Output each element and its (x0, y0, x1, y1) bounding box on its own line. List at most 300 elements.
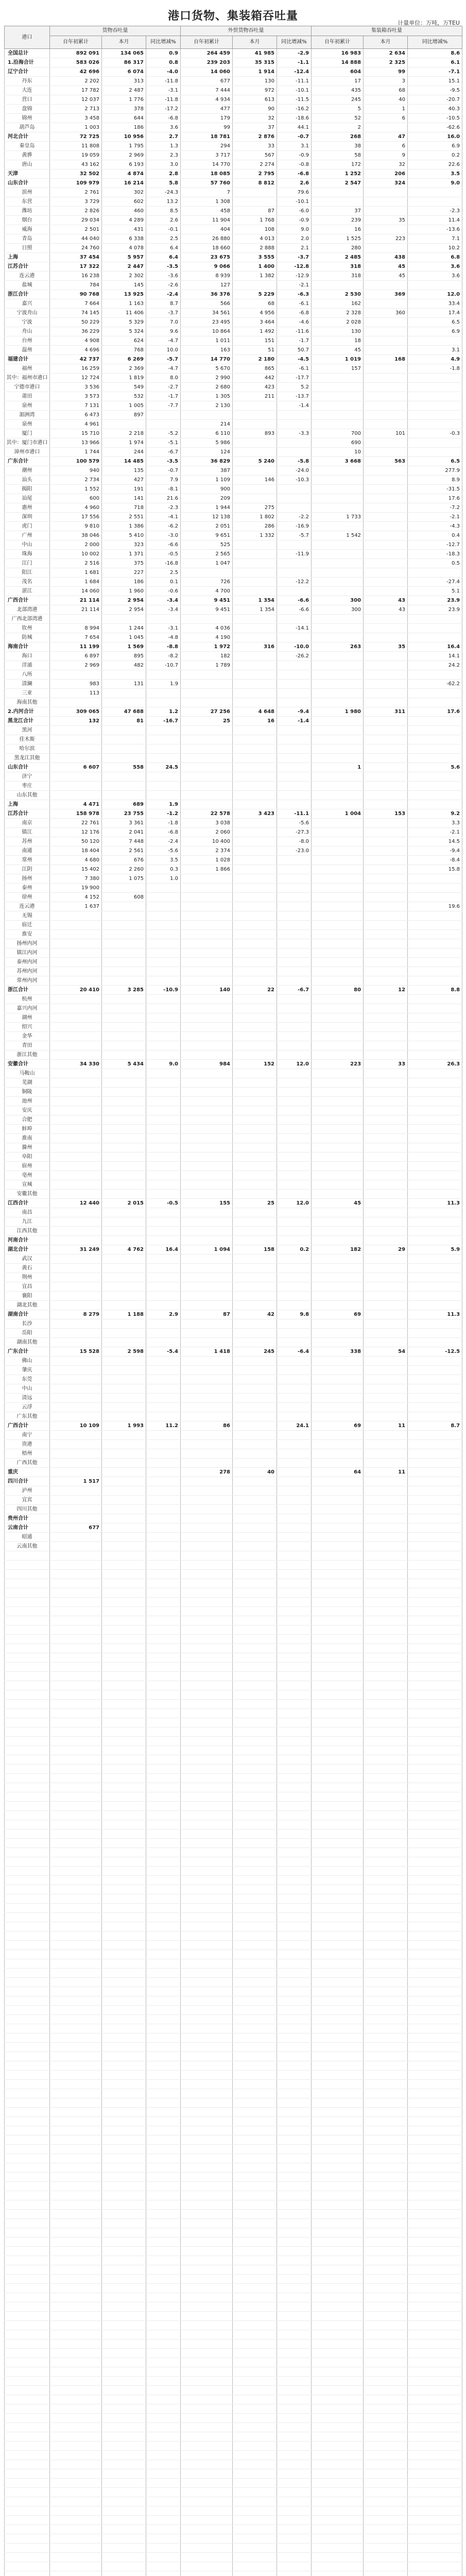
port-name-cell: 湛江 (5, 587, 50, 596)
empty-cell (5, 1765, 50, 1774)
empty-cell (50, 1718, 102, 1727)
empty-cell (312, 2052, 364, 2061)
empty-cell (364, 2219, 408, 2228)
value-cell: 9.0 (146, 1060, 181, 1069)
value-cell (233, 1514, 277, 1523)
value-cell (102, 1050, 146, 1060)
value-cell (312, 1505, 364, 1514)
empty-cell (277, 2321, 312, 2330)
empty-cell (277, 2210, 312, 2219)
value-cell (181, 1394, 233, 1403)
empty-cell (181, 2098, 233, 2108)
value-cell: 9.0 (277, 225, 312, 234)
empty-cell (102, 2534, 146, 2544)
value-cell (312, 1384, 364, 1394)
value-cell (146, 1292, 181, 1301)
empty-cell (277, 2469, 312, 2479)
value-cell: 2.8 (146, 170, 181, 179)
empty-row (5, 2516, 462, 2525)
empty-cell (312, 1996, 364, 2006)
value-cell (181, 1180, 233, 1190)
value-cell (146, 698, 181, 707)
empty-cell (5, 2386, 50, 2395)
value-cell: -0.7 (277, 132, 312, 142)
empty-cell (312, 1746, 364, 1755)
empty-cell (102, 1561, 146, 1570)
port-name-cell: 广东合计 (5, 1347, 50, 1357)
port-name-cell: 锦州 (5, 114, 50, 123)
empty-row (5, 1607, 462, 1616)
value-cell: 5.2 (277, 383, 312, 392)
value-cell (408, 1069, 462, 1078)
empty-cell (364, 2330, 408, 2340)
value-cell (233, 1403, 277, 1412)
value-cell (312, 1097, 364, 1106)
empty-cell (312, 2163, 364, 2173)
empty-cell (181, 2117, 233, 2126)
value-cell (146, 1050, 181, 1060)
empty-cell (277, 2228, 312, 2238)
value-cell: 8.6 (408, 49, 462, 58)
empty-cell (312, 1894, 364, 1904)
empty-cell (364, 1894, 408, 1904)
empty-row (5, 1839, 462, 1848)
value-cell: 18 660 (181, 244, 233, 253)
value-cell (50, 1440, 102, 1449)
value-cell: 1 004 (312, 809, 364, 819)
empty-cell (277, 1700, 312, 1709)
value-cell (364, 568, 408, 578)
port-name-cell: 防城 (5, 633, 50, 642)
empty-cell (277, 2534, 312, 2544)
value-cell (312, 1125, 364, 1134)
value-cell: -0.7 (146, 466, 181, 476)
empty-cell (408, 2544, 462, 2553)
empty-cell (233, 2525, 277, 2534)
empty-cell (233, 1996, 277, 2006)
value-cell (364, 846, 408, 856)
empty-cell (146, 2006, 181, 2015)
value-cell (233, 1523, 277, 1533)
empty-cell (408, 1598, 462, 1607)
empty-cell (146, 1653, 181, 1663)
value-cell: 1 047 (181, 559, 233, 568)
value-cell (408, 615, 462, 624)
value-cell (181, 1217, 233, 1227)
port-name-cell: 铜陵 (5, 1088, 50, 1097)
value-cell: 14 485 (102, 457, 146, 466)
value-cell (364, 911, 408, 921)
empty-cell (102, 2154, 146, 2163)
empty-cell (408, 1672, 462, 1681)
value-cell: -1.8 (146, 819, 181, 828)
empty-cell (312, 1607, 364, 1616)
value-cell: 1 028 (181, 856, 233, 865)
empty-cell (277, 2302, 312, 2312)
empty-cell (277, 1857, 312, 1867)
table-row (5, 401, 462, 411)
value-cell: 141 (102, 494, 146, 503)
value-cell (277, 791, 312, 800)
empty-cell (233, 1950, 277, 1959)
empty-cell (102, 2163, 146, 2173)
port-name-cell: 海南合计 (5, 642, 50, 652)
value-cell (277, 1134, 312, 1143)
table-row (5, 1301, 462, 1310)
value-cell (277, 1505, 312, 1514)
empty-cell (277, 1894, 312, 1904)
value-cell: -4.0 (146, 67, 181, 77)
value-cell (277, 735, 312, 744)
value-cell (146, 939, 181, 948)
value-cell: 9 451 (181, 605, 233, 615)
empty-cell (364, 2525, 408, 2534)
value-cell (364, 1255, 408, 1264)
empty-cell (102, 1876, 146, 1885)
value-cell: 1 (364, 105, 408, 114)
value-cell: 131 (102, 680, 146, 689)
value-cell (277, 1394, 312, 1403)
value-cell (146, 411, 181, 420)
value-cell: 8.0 (146, 374, 181, 383)
value-cell: -31.5 (408, 485, 462, 494)
empty-cell (277, 1616, 312, 1625)
empty-cell (277, 2265, 312, 2275)
table-row (5, 336, 462, 346)
empty-cell (364, 2414, 408, 2423)
value-cell (233, 411, 277, 420)
value-cell: 3 285 (102, 986, 146, 995)
value-cell (277, 689, 312, 698)
value-cell (233, 578, 277, 587)
empty-cell (364, 1718, 408, 1727)
value-cell: 11 199 (50, 642, 102, 652)
value-cell: 1 744 (50, 448, 102, 457)
empty-cell (277, 2414, 312, 2423)
empty-cell (50, 2247, 102, 2256)
value-cell (312, 735, 364, 744)
value-cell: 101 (364, 429, 408, 438)
value-cell (102, 967, 146, 976)
value-cell: -0.5 (146, 1199, 181, 1208)
value-cell: -6.8 (146, 828, 181, 837)
empty-cell (146, 2098, 181, 2108)
value-cell (277, 893, 312, 902)
empty-cell (408, 1783, 462, 1792)
empty-cell (181, 2043, 233, 2052)
value-cell (364, 476, 408, 485)
empty-cell (5, 2451, 50, 2460)
value-cell (181, 930, 233, 939)
empty-cell (233, 2469, 277, 2479)
empty-cell (408, 2404, 462, 2414)
value-cell: 86 (181, 1421, 233, 1431)
value-cell (408, 374, 462, 383)
value-cell: 3.6 (146, 123, 181, 132)
value-cell (181, 1319, 233, 1329)
value-cell: 45 (312, 1199, 364, 1208)
table-row-total (5, 1477, 462, 1486)
value-cell (408, 281, 462, 290)
value-cell (146, 884, 181, 893)
value-cell (408, 448, 462, 457)
empty-cell (5, 2145, 50, 2154)
empty-cell (408, 2349, 462, 2358)
empty-cell (50, 1607, 102, 1616)
empty-cell (181, 2006, 233, 2015)
value-cell (233, 1486, 277, 1496)
value-cell: 3 729 (50, 197, 102, 207)
value-cell (233, 1069, 277, 1078)
empty-cell (181, 2136, 233, 2145)
empty-cell (364, 2386, 408, 2395)
empty-cell (233, 1635, 277, 1644)
empty-cell (181, 2200, 233, 2210)
value-cell (181, 1162, 233, 1171)
value-cell: -14.1 (277, 624, 312, 633)
empty-cell (5, 2544, 50, 2553)
empty-cell (233, 2210, 277, 2219)
value-cell: 677 (50, 1523, 102, 1533)
value-cell (408, 1514, 462, 1523)
value-cell (50, 1190, 102, 1199)
value-cell (181, 689, 233, 698)
empty-cell (5, 1922, 50, 1931)
value-cell: -2.1 (408, 828, 462, 837)
value-cell (408, 1394, 462, 1403)
port-name-cell: 徐州 (5, 893, 50, 902)
value-cell: 135 (102, 466, 146, 476)
empty-cell (408, 2182, 462, 2191)
value-cell (277, 884, 312, 893)
empty-cell (102, 2145, 146, 2154)
table-row (5, 1292, 462, 1301)
table-row (5, 633, 462, 642)
value-cell: 427 (102, 476, 146, 485)
value-cell (102, 791, 146, 800)
value-cell: -4.5 (277, 355, 312, 364)
empty-cell (277, 1644, 312, 1653)
value-cell: 892 091 (50, 49, 102, 58)
value-cell: 10 002 (50, 550, 102, 559)
table-row (5, 1533, 462, 1542)
empty-cell (50, 2210, 102, 2219)
value-cell (102, 976, 146, 986)
value-cell (50, 1282, 102, 1292)
value-cell: 2.7 (146, 132, 181, 142)
value-cell: -16.7 (146, 717, 181, 726)
value-cell (233, 1542, 277, 1551)
empty-row (5, 2488, 462, 2497)
empty-cell (408, 2340, 462, 2349)
empty-cell (312, 1570, 364, 1579)
value-cell: 10.2 (408, 244, 462, 253)
value-cell: 24.5 (146, 763, 181, 772)
value-cell: 11 (364, 1421, 408, 1431)
empty-cell (146, 1625, 181, 1635)
value-cell (277, 1273, 312, 1282)
value-cell: 23.9 (408, 605, 462, 615)
empty-cell (233, 2191, 277, 2200)
value-cell (181, 967, 233, 976)
value-cell (408, 939, 462, 948)
value-cell: 124 (181, 448, 233, 457)
port-name-cell: 苏州内河 (5, 967, 50, 976)
empty-cell (408, 1857, 462, 1867)
table-body (5, 49, 462, 2576)
table-row (5, 1496, 462, 1505)
empty-cell (146, 2163, 181, 2173)
value-cell (233, 1190, 277, 1199)
table-row (5, 225, 462, 234)
value-cell (233, 856, 277, 865)
empty-cell (233, 1579, 277, 1588)
empty-cell (102, 2108, 146, 2117)
value-cell (277, 1143, 312, 1153)
value-cell: 8 994 (50, 624, 102, 633)
value-cell (364, 800, 408, 809)
value-cell: 2 888 (233, 244, 277, 253)
value-cell: 5 957 (102, 253, 146, 262)
empty-cell (233, 2340, 277, 2349)
value-cell (181, 1264, 233, 1273)
empty-cell (50, 1950, 102, 1959)
empty-cell (102, 2497, 146, 2506)
value-cell (277, 698, 312, 707)
empty-row (5, 2423, 462, 2432)
port-name-cell: 淮安 (5, 930, 50, 939)
empty-cell (364, 2442, 408, 2451)
value-cell (364, 448, 408, 457)
value-cell (364, 1180, 408, 1190)
empty-cell (364, 2238, 408, 2247)
empty-cell (408, 2293, 462, 2302)
table-row (5, 559, 462, 568)
empty-cell (50, 2228, 102, 2238)
value-cell (233, 1115, 277, 1125)
value-cell (277, 1431, 312, 1440)
value-cell (312, 1078, 364, 1088)
value-cell: 245 (312, 95, 364, 105)
empty-cell (364, 2516, 408, 2525)
value-cell: 3 536 (50, 383, 102, 392)
value-cell: 567 (233, 151, 277, 160)
port-name-cell: 嘉兴 (5, 299, 50, 309)
value-cell (364, 1013, 408, 1023)
value-cell (181, 1412, 233, 1421)
empty-cell (312, 1616, 364, 1625)
empty-cell (408, 1904, 462, 1913)
value-cell (102, 1273, 146, 1282)
value-cell: -4.1 (146, 513, 181, 522)
empty-cell (50, 1922, 102, 1931)
value-cell (312, 615, 364, 624)
empty-cell (233, 1969, 277, 1978)
value-cell (364, 1533, 408, 1542)
empty-cell (233, 2163, 277, 2173)
empty-cell (5, 2553, 50, 2562)
empty-cell (364, 1792, 408, 1802)
value-cell: 300 (312, 596, 364, 605)
value-cell: 182 (312, 1245, 364, 1255)
port-name-cell: 安徽其他 (5, 1190, 50, 1199)
value-cell (312, 1227, 364, 1236)
empty-cell (408, 2442, 462, 2451)
value-cell: 5.9 (408, 1245, 462, 1255)
table-row (5, 578, 462, 587)
value-cell (181, 1032, 233, 1041)
value-cell: -0.5 (146, 550, 181, 559)
empty-cell (408, 2219, 462, 2228)
table-row-total (5, 707, 462, 717)
value-cell (146, 958, 181, 967)
value-cell: 313 (102, 77, 146, 86)
value-cell (364, 1190, 408, 1199)
empty-cell (233, 1867, 277, 1876)
empty-row (5, 1746, 462, 1755)
value-cell (102, 948, 146, 958)
empty-cell (277, 2219, 312, 2228)
empty-cell (146, 1829, 181, 1839)
value-cell (312, 633, 364, 642)
value-cell: 27 256 (181, 707, 233, 717)
value-cell (233, 485, 277, 494)
empty-cell (408, 1765, 462, 1774)
empty-cell (5, 2404, 50, 2414)
empty-cell (5, 2182, 50, 2191)
value-cell: 19 059 (50, 151, 102, 160)
empty-row (5, 2386, 462, 2395)
empty-cell (181, 2071, 233, 2080)
empty-cell (277, 2395, 312, 2404)
value-cell (146, 1486, 181, 1496)
value-cell (364, 346, 408, 355)
value-cell (312, 902, 364, 911)
value-cell: 5 240 (233, 457, 277, 466)
value-cell (364, 1078, 408, 1088)
table-row (5, 587, 462, 596)
empty-cell (233, 2154, 277, 2163)
table-row (5, 624, 462, 633)
value-cell: 42 696 (50, 67, 102, 77)
value-cell (233, 1106, 277, 1115)
table-row-total (5, 132, 462, 142)
empty-cell (50, 2200, 102, 2210)
value-cell (312, 1162, 364, 1171)
value-cell: -11.8 (146, 77, 181, 86)
empty-cell (5, 2256, 50, 2265)
empty-cell (5, 1876, 50, 1885)
port-name-cell: 云南其他 (5, 1542, 50, 1551)
table-row-total (5, 1347, 462, 1357)
value-cell (50, 1236, 102, 1245)
empty-cell (408, 2312, 462, 2321)
table-row (5, 105, 462, 114)
port-name-cell: 八所 (5, 670, 50, 680)
table-row (5, 754, 462, 763)
value-cell (277, 744, 312, 754)
empty-cell (277, 2015, 312, 2024)
value-cell (408, 893, 462, 902)
empty-cell (102, 1663, 146, 1672)
empty-cell (408, 2061, 462, 2071)
table-row (5, 837, 462, 846)
empty-cell (5, 2275, 50, 2284)
empty-cell (277, 2404, 312, 2414)
empty-cell (364, 2293, 408, 2302)
empty-cell (312, 1672, 364, 1681)
empty-cell (364, 1857, 408, 1867)
